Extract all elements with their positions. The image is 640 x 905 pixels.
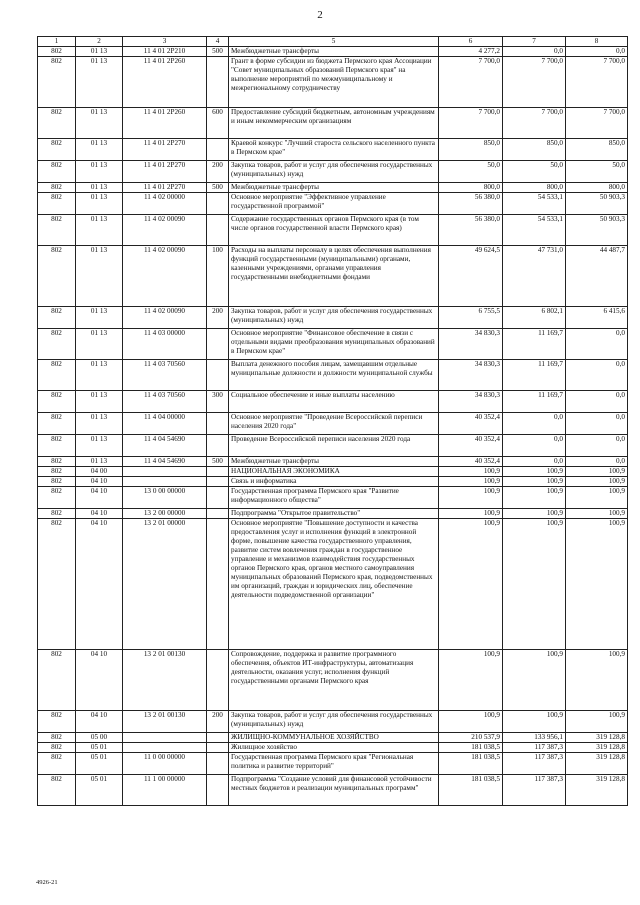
cell-amount-col7: 54 533,1 [503, 193, 566, 215]
budget-table [37, 36, 628, 806]
table-row [38, 108, 628, 139]
table-row [38, 467, 628, 477]
cell-section: 04 10 [76, 477, 123, 487]
table-row [38, 457, 628, 467]
cell-target-article: 11 4 01 2P210 [123, 47, 207, 57]
cell-amount-col8: 100,9 [566, 477, 628, 487]
cell-amount-col8: 800,0 [566, 183, 628, 193]
table-row [38, 360, 628, 391]
cell-target-article: 11 4 01 2P270 [123, 161, 207, 183]
column-header-2: 2 [76, 37, 123, 47]
cell-amount-col6: 181 038,5 [439, 753, 503, 775]
cell-main-admin: 802 [38, 519, 76, 650]
cell-main-admin: 802 [38, 360, 76, 391]
cell-expense-type [207, 413, 229, 435]
cell-expense-type [207, 193, 229, 215]
cell-main-admin: 802 [38, 139, 76, 161]
cell-section: 01 13 [76, 215, 123, 246]
table-row [38, 435, 628, 457]
column-header-1: 1 [38, 37, 76, 47]
cell-amount-col6: 100,9 [439, 509, 503, 519]
table-row [38, 329, 628, 360]
cell-main-admin: 802 [38, 161, 76, 183]
cell-expense-type [207, 329, 229, 360]
cell-target-article: 11 4 03 70560 [123, 360, 207, 391]
cell-main-admin: 802 [38, 193, 76, 215]
cell-amount-col6: 210 537,9 [439, 733, 503, 743]
cell-amount-col6: 7 700,0 [439, 108, 503, 139]
cell-amount-col7: 0,0 [503, 413, 566, 435]
cell-section: 04 10 [76, 509, 123, 519]
table-row [38, 391, 628, 413]
cell-target-article: 11 0 00 00000 [123, 753, 207, 775]
table-row [38, 487, 628, 509]
cell-description: Проведение Всероссийской переписи населения 2020 года [229, 435, 439, 457]
cell-amount-col8: 44 487,7 [566, 246, 628, 307]
cell-target-article: 11 4 02 00090 [123, 215, 207, 246]
cell-main-admin: 802 [38, 435, 76, 457]
cell-main-admin: 802 [38, 183, 76, 193]
table-row [38, 183, 628, 193]
cell-main-admin: 802 [38, 509, 76, 519]
cell-section: 04 10 [76, 650, 123, 711]
cell-amount-col8: 0,0 [566, 457, 628, 467]
cell-amount-col8: 100,9 [566, 467, 628, 477]
table-row [38, 519, 628, 650]
cell-target-article: 11 4 01 2P270 [123, 183, 207, 193]
cell-section: 01 13 [76, 457, 123, 467]
cell-amount-col6: 6 755,5 [439, 307, 503, 329]
cell-description: Подпрограмма "Создание условий для финансовой устойчивости местных бюджетов и реализации муниципальных программ" [229, 775, 439, 806]
cell-amount-col7: 11 169,7 [503, 360, 566, 391]
cell-description: Основное мероприятие "Проведение Всероссийской переписи населения 2020 года" [229, 413, 439, 435]
cell-amount-col8: 100,9 [566, 650, 628, 711]
cell-main-admin: 802 [38, 775, 76, 806]
cell-target-article: 11 4 02 00090 [123, 307, 207, 329]
table-row [38, 775, 628, 806]
cell-amount-col6: 56 380,0 [439, 193, 503, 215]
cell-expense-type [207, 650, 229, 711]
cell-amount-col6: 50,0 [439, 161, 503, 183]
column-header-3: 3 [123, 37, 207, 47]
cell-target-article: 11 4 04 00000 [123, 413, 207, 435]
cell-amount-col8: 100,9 [566, 519, 628, 650]
cell-amount-col8: 100,9 [566, 487, 628, 509]
cell-amount-col7: 100,9 [503, 650, 566, 711]
cell-target-article: 11 4 04 54690 [123, 435, 207, 457]
cell-main-admin: 802 [38, 108, 76, 139]
table-row [38, 650, 628, 711]
cell-amount-col7: 0,0 [503, 435, 566, 457]
cell-target-article [123, 477, 207, 487]
cell-target-article: 13 0 00 00000 [123, 487, 207, 509]
cell-section: 05 01 [76, 775, 123, 806]
cell-description: Жилищное хозяйство [229, 743, 439, 753]
cell-target-article [123, 467, 207, 477]
cell-section: 01 13 [76, 413, 123, 435]
cell-amount-col6: 49 624,5 [439, 246, 503, 307]
cell-main-admin: 802 [38, 413, 76, 435]
cell-amount-col6: 800,0 [439, 183, 503, 193]
cell-description: Содержание государственных органов Пермского края (в том числе органов государственной власти Пермского края) [229, 215, 439, 246]
cell-amount-col7: 100,9 [503, 519, 566, 650]
cell-expense-type [207, 57, 229, 108]
table-row [38, 215, 628, 246]
cell-section: 01 13 [76, 307, 123, 329]
cell-target-article: 11 4 03 70560 [123, 391, 207, 413]
cell-main-admin: 802 [38, 487, 76, 509]
cell-description: Основное мероприятие "Эффективное управление государственной программой" [229, 193, 439, 215]
cell-section: 01 13 [76, 193, 123, 215]
cell-target-article [123, 743, 207, 753]
cell-section: 04 10 [76, 711, 123, 733]
cell-description: Сопровождение, поддержка и развитие программного обеспечения, объектов ИТ-инфраструктуры, автоматизация деятельности, оказания услуг, исполнения функций государственными органами Пермского края [229, 650, 439, 711]
cell-main-admin: 802 [38, 246, 76, 307]
cell-amount-col8: 0,0 [566, 47, 628, 57]
cell-target-article: 11 4 01 2P260 [123, 108, 207, 139]
cell-amount-col8: 100,9 [566, 711, 628, 733]
cell-description: Предоставление субсидий бюджетным, автономным учреждениям и иным некоммерческим организациям [229, 108, 439, 139]
cell-main-admin: 802 [38, 467, 76, 477]
cell-description: Межбюджетные трансферты [229, 183, 439, 193]
cell-expense-type [207, 519, 229, 650]
cell-description: Государственная программа Пермского края "Развитие информационного общества" [229, 487, 439, 509]
cell-amount-col8: 850,0 [566, 139, 628, 161]
table-row [38, 193, 628, 215]
cell-expense-type: 200 [207, 307, 229, 329]
cell-amount-col7: 7 700,0 [503, 57, 566, 108]
cell-description: Основное мероприятие "Повышение доступности и качества предоставления услуг и исполнения функций в электронной форме, повышение качества государственного управления, развитие систем вовлечения граждан в государственное управление и механизмов взаимодействия государственных органов Пермского края, органов местного самоуправления муниципальных образований Пермского края, подведомственных им организаций, граждан и юридических лиц, обеспечение деятельности подведомственной организации" [229, 519, 439, 650]
cell-expense-type: 300 [207, 391, 229, 413]
column-header-8: 8 [566, 37, 628, 47]
cell-expense-type [207, 215, 229, 246]
document-code: 4926-21 [36, 879, 58, 886]
cell-amount-col6: 100,9 [439, 467, 503, 477]
cell-description: Закупка товаров, работ и услуг для обеспечения государственных (муниципальных) нужд [229, 711, 439, 733]
table-row [38, 509, 628, 519]
cell-amount-col6: 100,9 [439, 519, 503, 650]
cell-section: 05 01 [76, 743, 123, 753]
cell-main-admin: 802 [38, 47, 76, 57]
cell-main-admin: 802 [38, 477, 76, 487]
cell-expense-type [207, 467, 229, 477]
cell-section: 01 13 [76, 391, 123, 413]
cell-amount-col8: 50 903,3 [566, 215, 628, 246]
cell-amount-col8: 319 128,8 [566, 733, 628, 743]
cell-amount-col6: 100,9 [439, 711, 503, 733]
cell-amount-col6: 34 830,3 [439, 391, 503, 413]
cell-amount-col6: 34 830,3 [439, 360, 503, 391]
cell-expense-type [207, 435, 229, 457]
cell-target-article: 13 2 01 00130 [123, 650, 207, 711]
cell-section: 01 13 [76, 57, 123, 108]
cell-target-article: 11 4 04 54690 [123, 457, 207, 467]
table-row [38, 743, 628, 753]
cell-main-admin: 802 [38, 391, 76, 413]
cell-target-article: 11 4 01 2P260 [123, 57, 207, 108]
cell-amount-col7: 0,0 [503, 457, 566, 467]
cell-amount-col7: 100,9 [503, 487, 566, 509]
cell-description: Социальное обеспечение и иные выплаты населению [229, 391, 439, 413]
cell-section: 04 00 [76, 467, 123, 477]
cell-main-admin: 802 [38, 57, 76, 108]
cell-amount-col6: 100,9 [439, 650, 503, 711]
table-row [38, 57, 628, 108]
cell-main-admin: 802 [38, 743, 76, 753]
cell-section: 05 01 [76, 753, 123, 775]
column-header-5: 5 [229, 37, 439, 47]
cell-amount-col7: 0,0 [503, 47, 566, 57]
cell-description: Краевой конкурс "Лучший староста сельского населенного пункта в Пермском крае" [229, 139, 439, 161]
cell-amount-col7: 117 387,3 [503, 743, 566, 753]
cell-section: 05 00 [76, 733, 123, 743]
cell-target-article: 11 4 03 00000 [123, 329, 207, 360]
cell-target-article [123, 733, 207, 743]
table-row [38, 753, 628, 775]
cell-amount-col6: 4 277,2 [439, 47, 503, 57]
column-header-4: 4 [207, 37, 229, 47]
cell-section: 04 10 [76, 519, 123, 650]
cell-expense-type [207, 360, 229, 391]
cell-description: Подпрограмма "Открытое правительство" [229, 509, 439, 519]
cell-target-article: 11 4 01 2P270 [123, 139, 207, 161]
cell-amount-col8: 50,0 [566, 161, 628, 183]
cell-description: Государственная программа Пермского края "Региональная политика и развитие территорий" [229, 753, 439, 775]
cell-expense-type: 500 [207, 183, 229, 193]
cell-expense-type: 100 [207, 246, 229, 307]
cell-target-article: 11 1 00 00000 [123, 775, 207, 806]
cell-amount-col7: 47 731,0 [503, 246, 566, 307]
cell-expense-type [207, 487, 229, 509]
cell-description: Основное мероприятие "Финансовое обеспечение в связи с отдельными видами преобразования муниципальных образований в Пермском крае" [229, 329, 439, 360]
cell-amount-col8: 6 415,6 [566, 307, 628, 329]
table-body [38, 47, 628, 806]
cell-expense-type [207, 753, 229, 775]
cell-amount-col7: 800,0 [503, 183, 566, 193]
cell-amount-col8: 0,0 [566, 360, 628, 391]
cell-expense-type: 200 [207, 161, 229, 183]
cell-amount-col8: 0,0 [566, 329, 628, 360]
cell-amount-col7: 100,9 [503, 711, 566, 733]
cell-amount-col8: 50 903,3 [566, 193, 628, 215]
cell-amount-col7: 117 387,3 [503, 753, 566, 775]
cell-section: 01 13 [76, 161, 123, 183]
cell-description: Выплата денежного пособия лицам, замещавшим отдельные муниципальные должности и должности муниципальной службы [229, 360, 439, 391]
cell-amount-col7: 133 956,1 [503, 733, 566, 743]
cell-amount-col8: 319 128,8 [566, 775, 628, 806]
cell-expense-type: 600 [207, 108, 229, 139]
cell-expense-type [207, 775, 229, 806]
column-header-row [38, 37, 628, 47]
cell-amount-col6: 100,9 [439, 477, 503, 487]
cell-description: Закупка товаров, работ и услуг для обеспечения государственных (муниципальных) нужд [229, 161, 439, 183]
cell-amount-col6: 40 352,4 [439, 413, 503, 435]
cell-amount-col7: 50,0 [503, 161, 566, 183]
cell-amount-col6: 850,0 [439, 139, 503, 161]
cell-section: 01 13 [76, 108, 123, 139]
table-row [38, 711, 628, 733]
table-row [38, 477, 628, 487]
cell-amount-col8: 0,0 [566, 413, 628, 435]
cell-section: 01 13 [76, 360, 123, 391]
cell-amount-col6: 56 380,0 [439, 215, 503, 246]
cell-description: ЖИЛИЩНО-КОММУНАЛЬНОЕ ХОЗЯЙСТВО [229, 733, 439, 743]
cell-description: Межбюджетные трансферты [229, 47, 439, 57]
table-row [38, 307, 628, 329]
cell-expense-type: 500 [207, 457, 229, 467]
cell-amount-col8: 319 128,8 [566, 753, 628, 775]
cell-expense-type [207, 733, 229, 743]
table-row [38, 246, 628, 307]
cell-main-admin: 802 [38, 711, 76, 733]
cell-amount-col7: 54 533,1 [503, 215, 566, 246]
cell-amount-col7: 6 802,1 [503, 307, 566, 329]
cell-expense-type [207, 139, 229, 161]
cell-amount-col8: 319 128,8 [566, 743, 628, 753]
cell-amount-col8: 7 700,0 [566, 108, 628, 139]
cell-target-article: 11 4 02 00090 [123, 246, 207, 307]
table-row [38, 139, 628, 161]
column-header-7: 7 [503, 37, 566, 47]
cell-amount-col7: 11 169,7 [503, 329, 566, 360]
cell-section: 01 13 [76, 329, 123, 360]
cell-amount-col7: 117 387,3 [503, 775, 566, 806]
cell-amount-col6: 7 700,0 [439, 57, 503, 108]
cell-description: Грант в форме субсидии из бюджета Пермского края Ассоциации "Совет муниципальных образований Пермского края" на выполнение мероприятий по межмуниципальному и межрегиональному сотрудничеству [229, 57, 439, 108]
cell-description: Связь и информатика [229, 477, 439, 487]
cell-target-article: 13 2 01 00000 [123, 519, 207, 650]
cell-main-admin: 802 [38, 457, 76, 467]
cell-section: 04 10 [76, 487, 123, 509]
cell-expense-type [207, 743, 229, 753]
cell-section: 01 13 [76, 47, 123, 57]
cell-description: Межбюджетные трансферты [229, 457, 439, 467]
cell-main-admin: 802 [38, 307, 76, 329]
cell-amount-col8: 100,9 [566, 509, 628, 519]
cell-target-article: 13 2 01 00130 [123, 711, 207, 733]
column-header-6: 6 [439, 37, 503, 47]
cell-target-article: 11 4 02 00000 [123, 193, 207, 215]
cell-main-admin: 802 [38, 215, 76, 246]
cell-main-admin: 802 [38, 753, 76, 775]
cell-section: 01 13 [76, 139, 123, 161]
table-row [38, 733, 628, 743]
cell-amount-col7: 100,9 [503, 467, 566, 477]
cell-amount-col7: 11 169,7 [503, 391, 566, 413]
cell-description: Закупка товаров, работ и услуг для обеспечения государственных (муниципальных) нужд [229, 307, 439, 329]
table-row [38, 161, 628, 183]
cell-description: НАЦИОНАЛЬНАЯ ЭКОНОМИКА [229, 467, 439, 477]
cell-amount-col6: 40 352,4 [439, 435, 503, 457]
cell-expense-type: 200 [207, 711, 229, 733]
cell-amount-col6: 181 038,5 [439, 743, 503, 753]
cell-main-admin: 802 [38, 650, 76, 711]
table-row [38, 413, 628, 435]
cell-section: 01 13 [76, 183, 123, 193]
cell-amount-col8: 0,0 [566, 435, 628, 457]
cell-amount-col8: 7 700,0 [566, 57, 628, 108]
cell-target-article: 13 2 00 00000 [123, 509, 207, 519]
cell-main-admin: 802 [38, 329, 76, 360]
cell-amount-col7: 850,0 [503, 139, 566, 161]
cell-amount-col6: 181 038,5 [439, 775, 503, 806]
cell-amount-col6: 40 352,4 [439, 457, 503, 467]
cell-expense-type: 500 [207, 47, 229, 57]
cell-amount-col8: 0,0 [566, 391, 628, 413]
cell-amount-col7: 100,9 [503, 477, 566, 487]
cell-amount-col6: 34 830,3 [439, 329, 503, 360]
cell-main-admin: 802 [38, 733, 76, 743]
cell-section: 01 13 [76, 435, 123, 457]
cell-expense-type [207, 477, 229, 487]
cell-amount-col7: 100,9 [503, 509, 566, 519]
cell-amount-col7: 7 700,0 [503, 108, 566, 139]
table-row [38, 47, 628, 57]
cell-section: 01 13 [76, 246, 123, 307]
cell-amount-col6: 100,9 [439, 487, 503, 509]
page-number: 2 [317, 9, 323, 21]
cell-description: Расходы на выплаты персоналу в целях обеспечения выполнения функций государственными (муниципальными) органами, казенными учреждениями, органами управления государственными внебюджетными фондами [229, 246, 439, 307]
cell-expense-type [207, 509, 229, 519]
